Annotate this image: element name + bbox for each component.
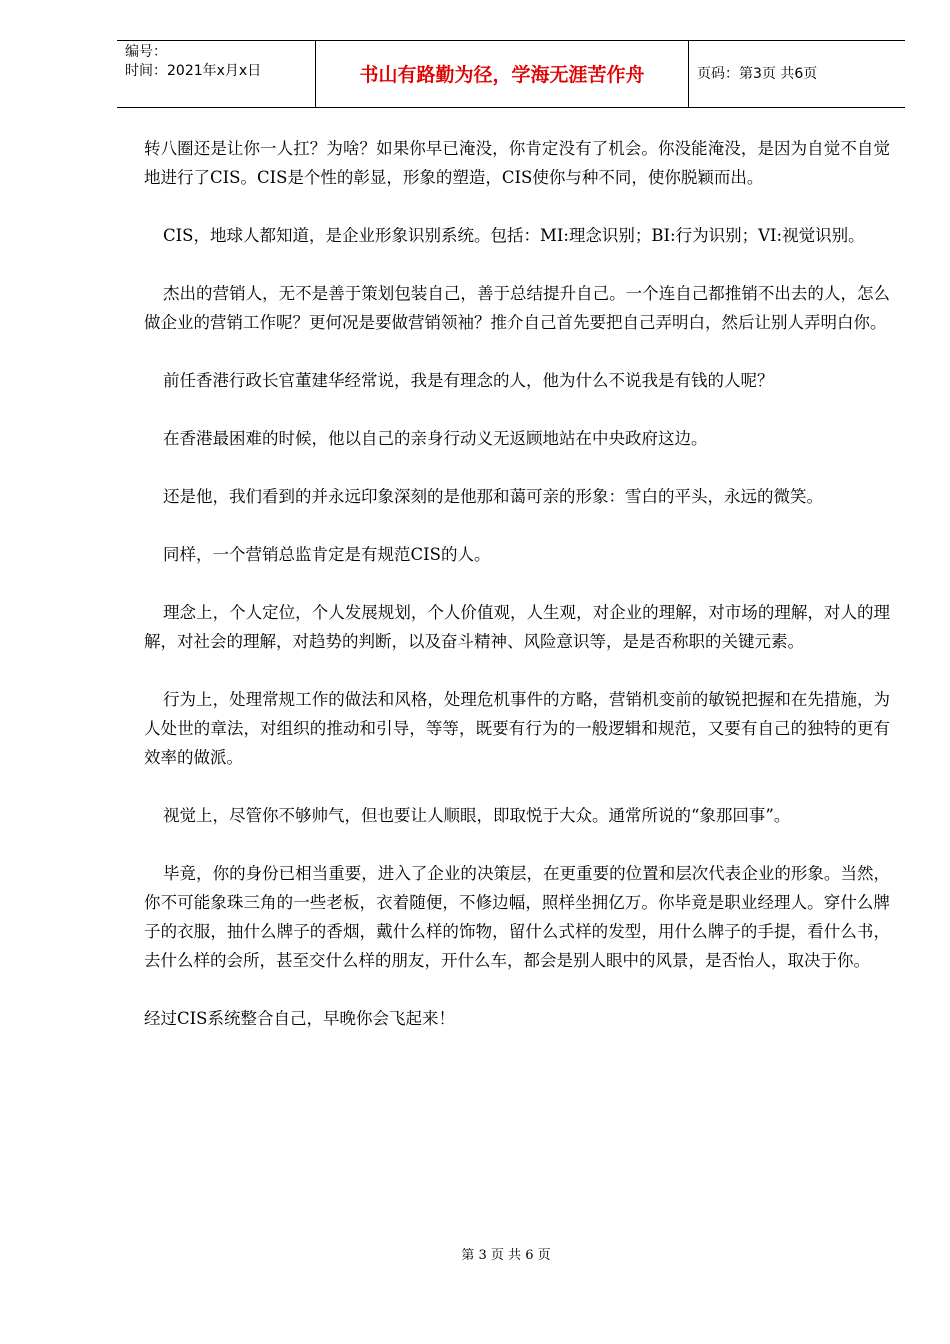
document-time-label: 时间：2021年x月x日 bbox=[125, 63, 262, 79]
document-header bbox=[117, 40, 905, 108]
header-motto: 书山有路勤为径，学海无涯苦作舟 bbox=[359, 64, 645, 86]
closing-paragraph: 经过CIS系统整合自己，早晚你会飞起来！ bbox=[144, 1009, 455, 1028]
page-footer: 第 3 页 共 6 页 bbox=[461, 1248, 551, 1263]
paragraph: 在香港最困难的时候，他以自己的亲身行动义无返顾地站在中央政府这边。 bbox=[163, 429, 708, 448]
paragraph: 视觉上，尽管你不够帅气，但也要让人顺眼，即取悦于大众。通常所说的“象那回事”。 bbox=[163, 806, 791, 825]
paragraph: 同样，一个营销总监肯定是有规范CIS的人。 bbox=[163, 545, 491, 564]
paragraph: 杰出的营销人，无不是善于策划包装自己，善于总结提升自己。一个连自己都推销不出去的人，怎么做企业的营销工作呢？更何况是要做营销领袖？推介自己首先要把自己弄明白，然后让别人弄明白你。 bbox=[144, 284, 890, 332]
paragraph: CIS，地球人都知道，是企业形象识别系统。包括：MI:理念识别；BI:行为识别；VI:视觉识别。 bbox=[163, 226, 865, 245]
paragraph: 前任香港行政长官董建华经常说，我是有理念的人，他为什么不说我是有钱的人呢？ bbox=[163, 371, 774, 390]
header-page-cell bbox=[689, 41, 905, 107]
header-page-number: 页码：第3页 共6页 bbox=[697, 66, 818, 82]
paragraph: 转八圈还是让你一人扛？为啥？如果你早已淹没，你肯定没有了机会。你没能淹没，是因为自觉不自觉地进行了CIS。CIS是个性的彰显，形象的塑造，CIS使你与种不同，使你脱颖而出。 bbox=[144, 139, 890, 187]
document-number-label: 编号： bbox=[125, 44, 167, 60]
document-body bbox=[144, 134, 890, 1033]
header-motto-cell bbox=[315, 41, 689, 107]
paragraph: 还是他，我们看到的并永远印象深刻的是他那和蔼可亲的形象：雪白的平头，永远的微笑。 bbox=[163, 487, 823, 506]
paragraph: 毕竟，你的身份已相当重要，进入了企业的决策层，在更重要的位置和层次代表企业的形象。当然，你不可能象珠三角的一些老板，衣着随便，不修边幅，照样坐拥亿万。你毕竟是职业经理人。穿什么牌子的衣服，抽什么牌子的香烟，戴什么样的饰物，留什么式样的发型，用什么牌子的手提，看什么书，去什么样的会所，甚至交什么样的朋友，开什么车，都会是别人眼中的风景，是否怡人，取决于你。 bbox=[144, 864, 890, 970]
paragraph: 理念上，个人定位，个人发展规划，个人价值观，人生观，对企业的理解，对市场的理解，对人的理解，对社会的理解，对趋势的判断，以及奋斗精神、风险意识等，是是否称职的关键元素。 bbox=[144, 603, 890, 651]
paragraph: 行为上，处理常规工作的做法和风格，处理危机事件的方略，营销机变前的敏锐把握和在先措施，为人处世的章法，对组织的推动和引导，等等，既要有行为的一般逻辑和规范，又要有自己的独特的更有效率的做派。 bbox=[144, 690, 890, 767]
header-meta-cell bbox=[117, 41, 315, 107]
